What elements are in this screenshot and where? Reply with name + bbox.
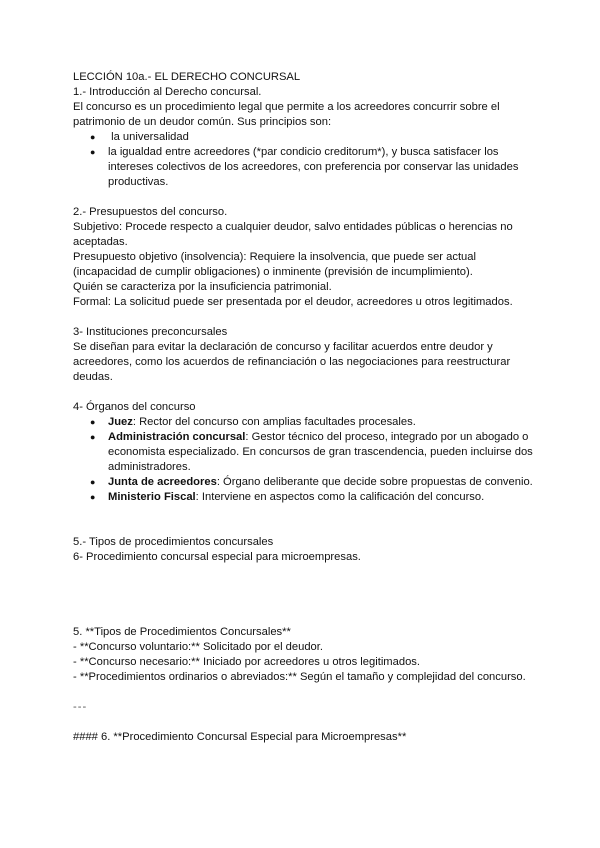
section-2-insuficiencia: Quién se caracteriza por la insuficiencia patrimonial.: [73, 281, 332, 293]
markdown-list-item: - **Procedimientos ordinarios o abreviados:** Según el tamaño y complejidad del concurso.: [73, 671, 526, 683]
organ-term: Ministerio Fiscal: [108, 491, 196, 503]
bullet-icon: ●: [90, 132, 96, 142]
organ-term: Juez: [108, 416, 133, 428]
list-item: ● la universalidad: [90, 131, 189, 143]
section-5-heading: 5.- Tipos de procedimientos concursales: [73, 536, 274, 548]
document-body: [73, 70, 535, 745]
list-item: ● Junta de acreedores: Órgano deliberante que decide sobre propuestas de convenio.: [90, 476, 533, 488]
section-2-subjetivo: Subjetivo: Procede respecto a cualquier deudor, salvo entidades públicas o herencias no aceptadas.: [73, 221, 513, 248]
bullet-icon: ●: [90, 477, 96, 487]
bullet-icon: ●: [90, 492, 96, 502]
section-4-heading: 4- Órganos del concurso: [73, 401, 196, 413]
section-3-heading: 3- Instituciones preconcursales: [73, 326, 228, 338]
organ-term: Junta de acreedores: [108, 476, 217, 488]
section-6-heading: 6- Procedimiento concursal especial para microempresas.: [73, 551, 361, 563]
bullet-icon: ●: [90, 417, 96, 427]
section-1-heading: 1.- Introducción al Derecho concursal.: [73, 86, 262, 98]
organ-term: Administración concursal: [108, 431, 246, 443]
list-item: ● Administración concursal: Gestor técnico del proceso, integrado por un abogado o economista especializado. En concursos de gran trascendencia, pueden incluirse dos administradores.: [90, 431, 533, 473]
markdown-list-item: - **Concurso necesario:** Iniciado por acreedores u otros legitimados.: [73, 656, 420, 668]
principles-list: [73, 130, 535, 190]
list-item: ● la igualdad entre acreedores (*par condicio creditorum*), y busca satisfacer los intereses colectivos de los acreedores, con preferencia por conservar las unidades productivas.: [90, 146, 519, 188]
markdown-section-6-heading: #### 6. **Procedimiento Concursal Especial para Microempresas**: [73, 731, 407, 743]
section-2-objetivo: Presupuesto objetivo (insolvencia): Requiere la insolvencia, que puede ser actual (incapacidad de cumplir obligaciones) o inminente (previsión de incumplimiento).: [73, 251, 476, 278]
list-item: ● Juez: Rector del concurso con amplias facultades procesales.: [90, 416, 416, 428]
bullet-icon: ●: [90, 147, 96, 157]
list-item: ● Ministerio Fiscal: Interviene en aspectos como la calificación del concurso.: [90, 491, 485, 503]
section-1-text: El concurso es un procedimiento legal que permite a los acreedores concurrir sobre el patrimonio de un deudor común. Sus principios son:: [73, 101, 500, 128]
markdown-list-item: - **Concurso voluntario:** Solicitado por el deudor.: [73, 641, 323, 653]
section-3-text: Se diseñan para evitar la declaración de concurso y facilitar acuerdos entre deudor y acreedores, como los acuerdos de refinanciación o las negociaciones para reestructurar deudas.: [73, 341, 511, 383]
bullet-icon: ●: [90, 432, 96, 442]
section-2-formal: Formal: La solicitud puede ser presentada por el deudor, acreedores u otros legitimados.: [73, 296, 513, 308]
markdown-section-5-heading: 5. **Tipos de Procedimientos Concursales**: [73, 626, 291, 638]
document-title: LECCIÓN 10a.- EL DERECHO CONCURSAL: [73, 71, 301, 83]
organs-list: [73, 415, 535, 505]
horizontal-rule: ---: [73, 701, 88, 713]
section-2-heading: 2.- Presupuestos del concurso.: [73, 206, 228, 218]
